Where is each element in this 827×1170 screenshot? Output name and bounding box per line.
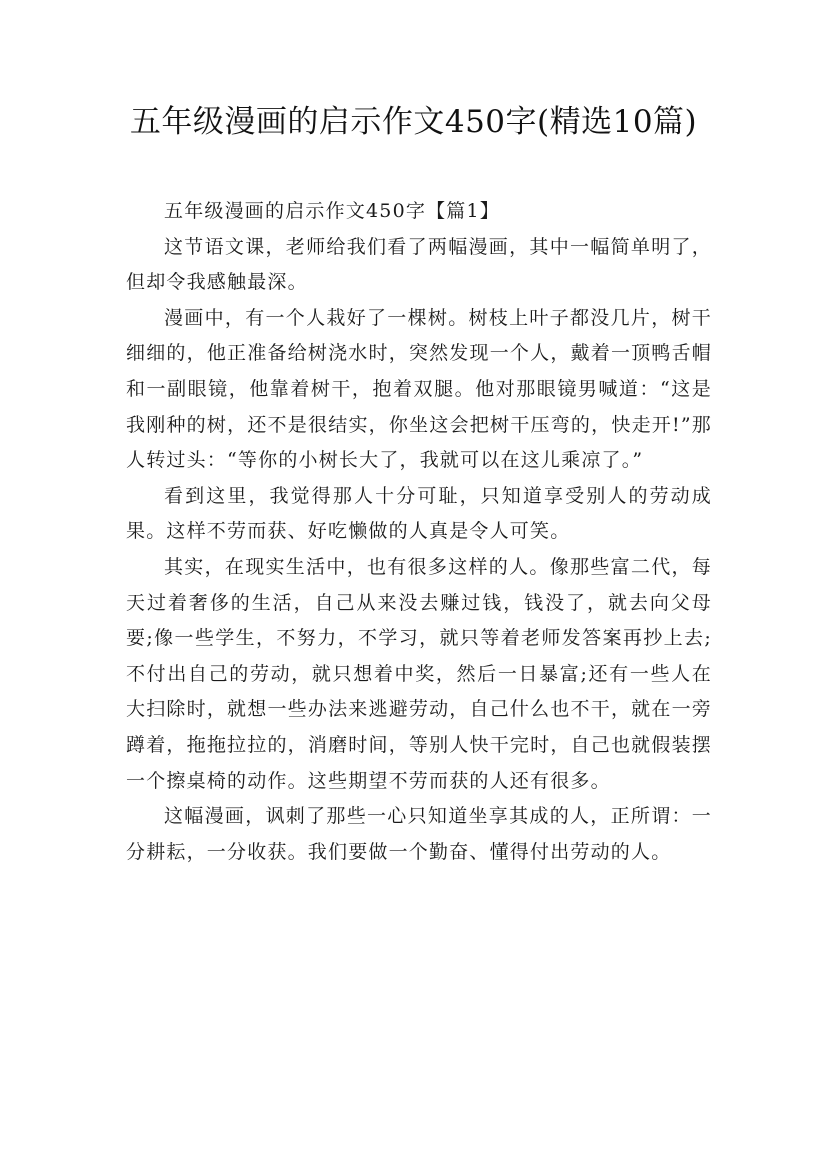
paragraph: 漫画中，有一个人栽好了一棵树。树枝上叶子都没几片，树干细细的，他正准备给树浇水时，突然发现一个人，戴着一顶鸭舌帽和一副眼镜，他靠着树干，抱着双腿。他对那眼镜男喊道：“这是我刚种的树，还不是很结实，你坐这会把树干压弯的，快走开!”那人转过头：“等你的小树长大了，我就可以在这儿乘凉了。”: [126, 306, 712, 472]
paragraph: 这节语文课，老师给我们看了两幅漫画，其中一幅简单明了，但却令我感触最深。: [126, 235, 712, 294]
paragraph: 这幅漫画，讽刺了那些一心只知道坐享其成的人，正所谓：一分耕耘，一分收获。我们要做一个勤奋、懂得付出劳动的人。: [126, 805, 712, 863]
section-heading: 五年级漫画的启示作文450字【篇1】: [164, 200, 500, 222]
article-body: [126, 194, 712, 870]
document-title: 五年级漫画的启示作文450字(精选10篇): [129, 104, 698, 140]
paragraph: 看到这里，我觉得那人十分可耻，只知道享受别人的劳动成果。这样不劳而获、好吃懒做的人真是令人可笑。: [126, 484, 712, 543]
paragraph: 其实，在现实生活中，也有很多这样的人。像那些富二代，每天过着奢侈的生活，自己从来没去赚过钱，钱没了，就去向父母要;像一些学生，不努力，不学习，就只等着老师发答案再抄上去;不付出自己的劳动，就只想着中奖，然后一日暴富;还有一些人在大扫除时，就想一些办法来逃避劳动，自己什么也不干，就在一旁蹲着，拖拖拉拉的，消磨时间，等别人快干完时，自己也就假装摆一个擦桌椅的动作。这些期望不劳而获的人还有很多。: [126, 555, 712, 792]
